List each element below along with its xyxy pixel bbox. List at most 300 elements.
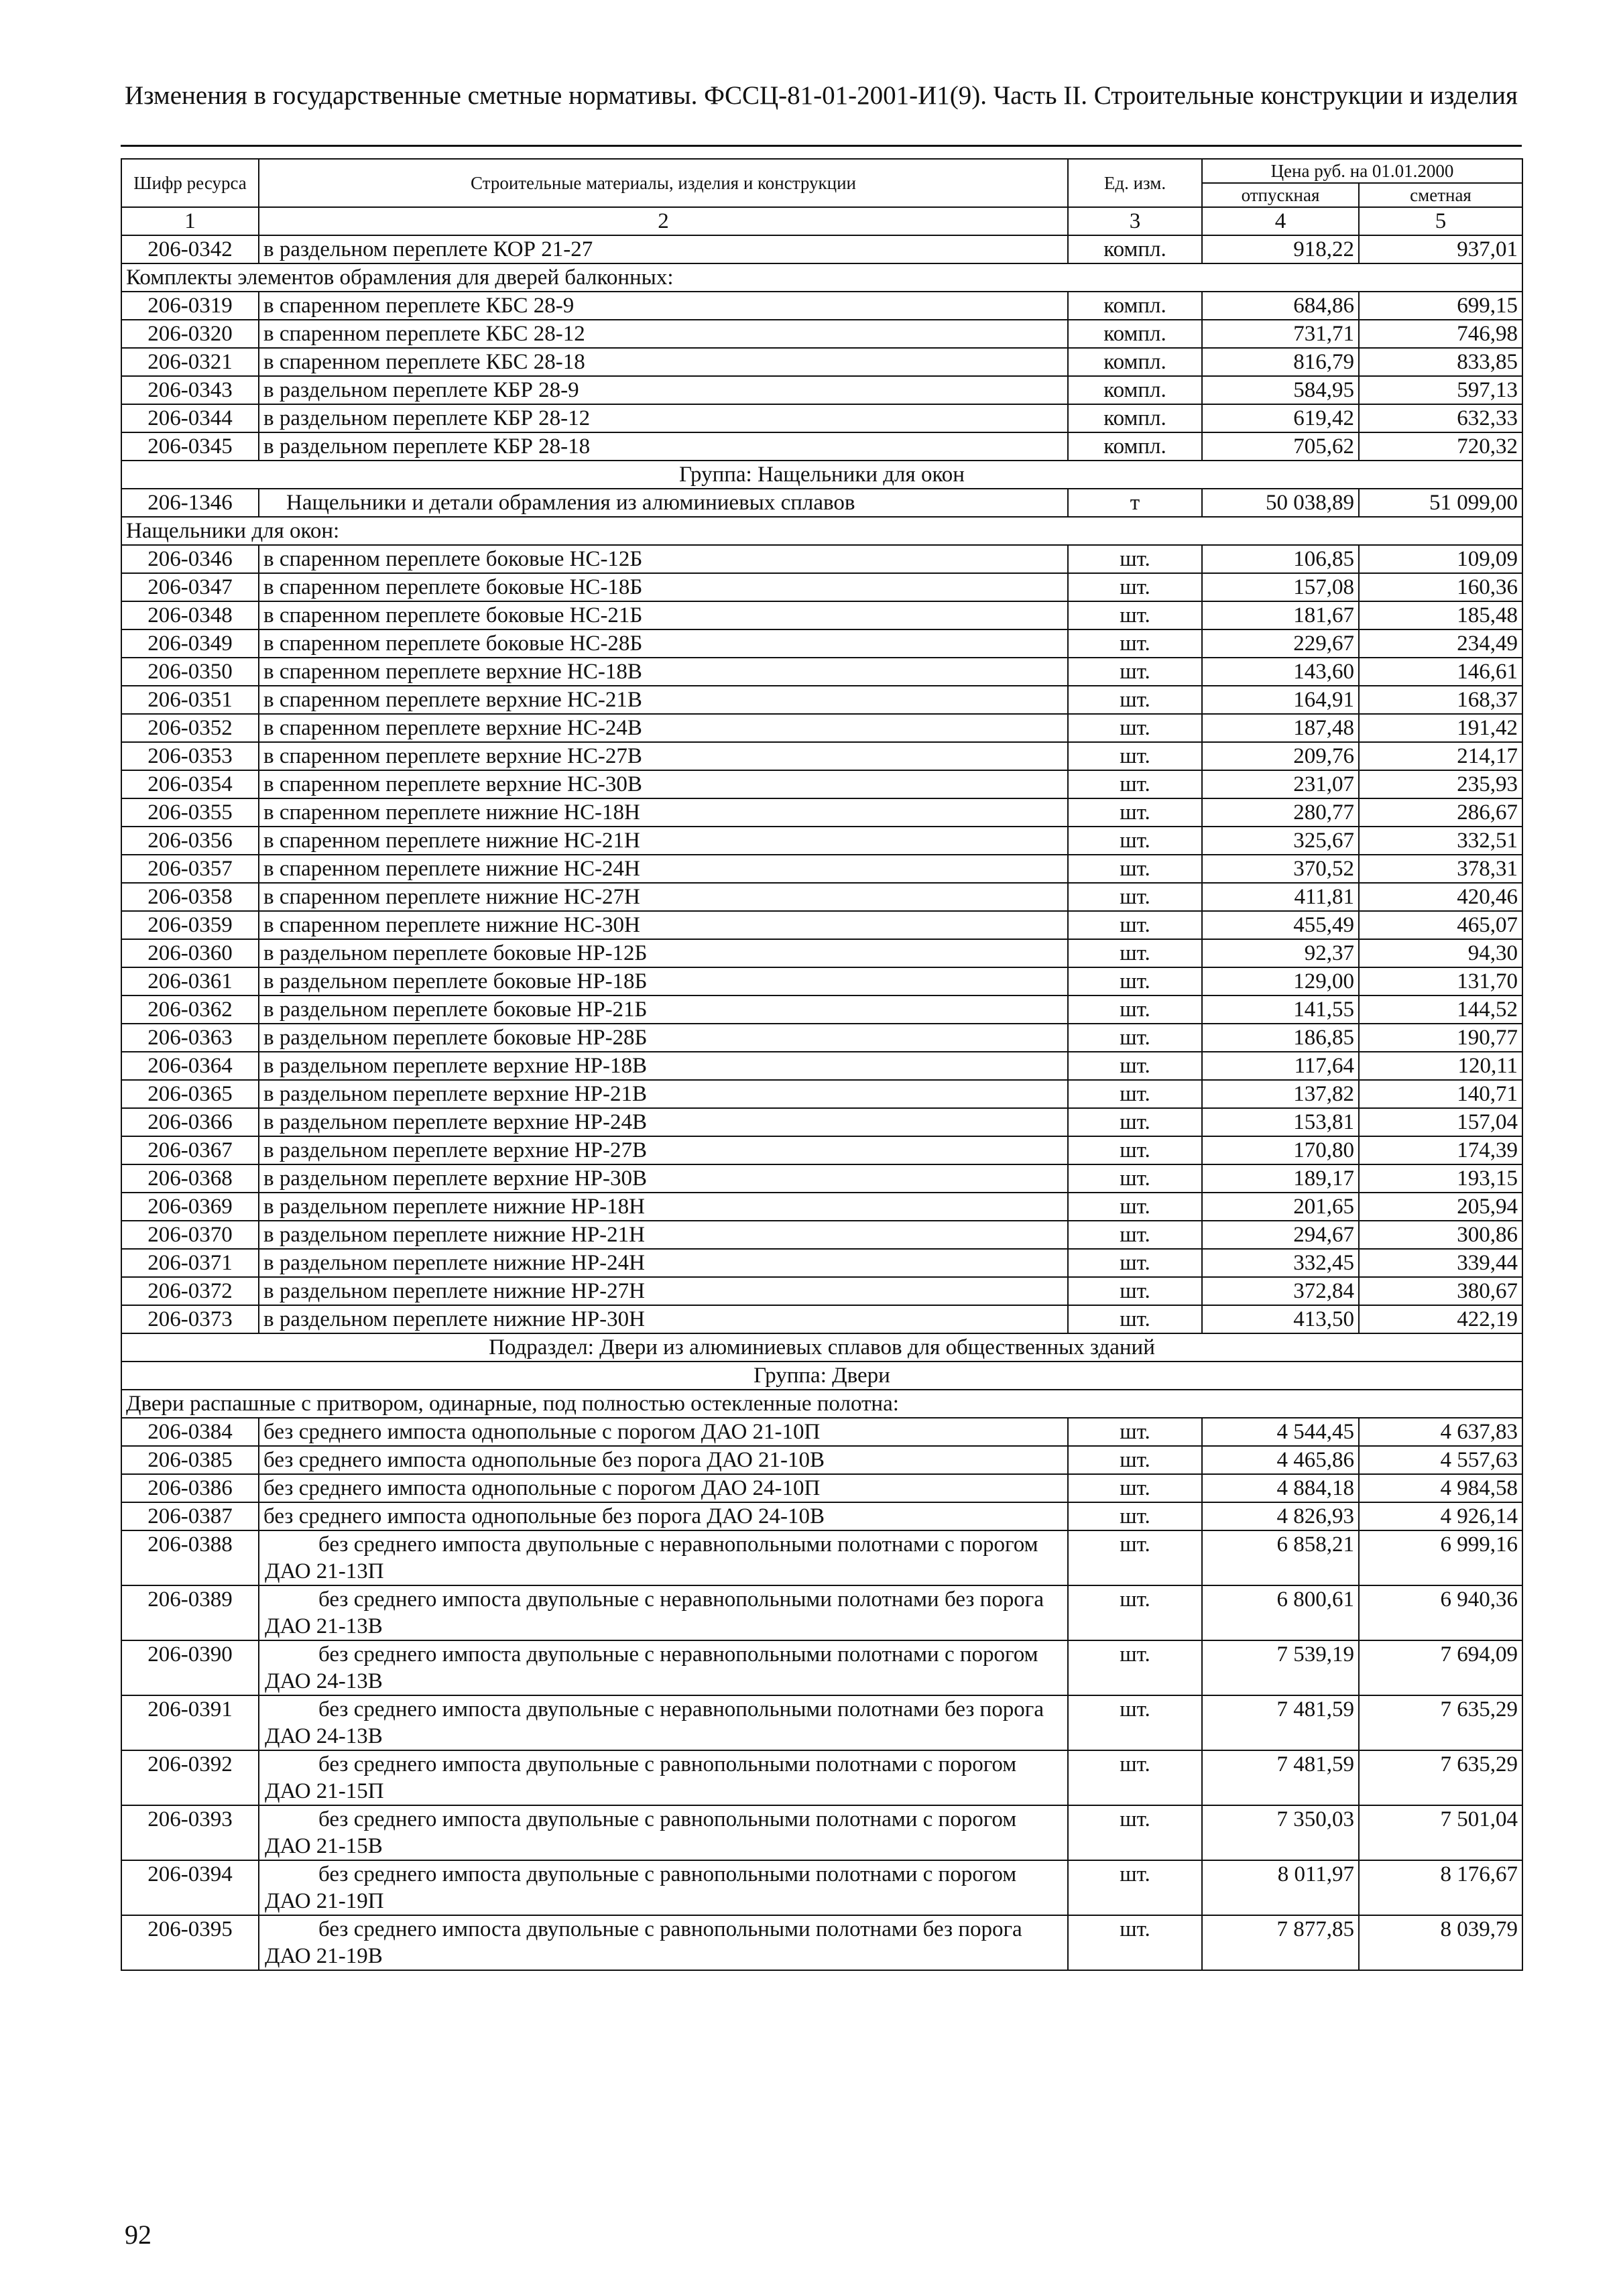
- material-name-cell: в раздельном переплете верхние НР-27В: [259, 1136, 1068, 1164]
- estimate-price-cell: 7 635,29: [1359, 1750, 1522, 1805]
- release-price-cell: 164,91: [1202, 686, 1359, 714]
- release-price-cell: 187,48: [1202, 714, 1359, 742]
- release-price-cell: 157,08: [1202, 573, 1359, 601]
- resource-code-cell: 206-0358: [121, 883, 259, 911]
- release-price-cell: 186,85: [1202, 1024, 1359, 1052]
- table-row: [121, 376, 1522, 404]
- unit-cell: шт.: [1068, 1305, 1202, 1333]
- table-row: [121, 1695, 1522, 1750]
- resource-code-cell: 206-0369: [121, 1193, 259, 1221]
- release-price-cell: 137,82: [1202, 1080, 1359, 1108]
- unit-cell: шт.: [1068, 939, 1202, 967]
- resource-code-cell: 206-0356: [121, 827, 259, 855]
- estimate-price-cell: 7 635,29: [1359, 1695, 1522, 1750]
- release-price-cell: 106,85: [1202, 545, 1359, 573]
- unit-cell: компл.: [1068, 348, 1202, 376]
- block-2: [121, 292, 1522, 461]
- estimate-price-cell: 332,51: [1359, 827, 1522, 855]
- header-rule: [121, 145, 1522, 147]
- estimate-price-cell: 720,32: [1359, 432, 1522, 461]
- material-name-cell: в раздельном переплете боковые НР-18Б: [259, 967, 1068, 995]
- table-row: [121, 1502, 1522, 1530]
- unit-cell: шт.: [1068, 601, 1202, 629]
- table-row: [121, 1136, 1522, 1164]
- estimate-price-cell: 4 557,63: [1359, 1446, 1522, 1474]
- material-name-cell: в спаренном переплете верхние НС-18В: [259, 658, 1068, 686]
- unit-cell: шт.: [1068, 1136, 1202, 1164]
- release-price-cell: 209,76: [1202, 742, 1359, 770]
- header-unit: Ед. изм.: [1068, 159, 1202, 207]
- resource-code-cell: 206-0357: [121, 855, 259, 883]
- material-name-cell: без среднего импоста однопольные без порога ДАО 21-10В: [259, 1446, 1068, 1474]
- release-price-cell: 413,50: [1202, 1305, 1359, 1333]
- estimate-price-cell: 937,01: [1359, 235, 1522, 263]
- material-name-cell: в раздельном переплете нижние НР-27Н: [259, 1277, 1068, 1305]
- table-row: [121, 1108, 1522, 1136]
- release-price-cell: 170,80: [1202, 1136, 1359, 1164]
- material-name-cell: в спаренном переплете боковые НС-18Б: [259, 573, 1068, 601]
- material-name-cell: без среднего импоста однопольные без порога ДАО 24-10В: [259, 1502, 1068, 1530]
- material-name-cell: в спаренном переплете нижние НС-24Н: [259, 855, 1068, 883]
- material-name-cell: без среднего импоста однопольные с порогом ДАО 24-10П: [259, 1474, 1068, 1502]
- resource-code-cell: 206-0368: [121, 1164, 259, 1193]
- table-row: [121, 1805, 1522, 1860]
- unit-cell: шт.: [1068, 995, 1202, 1024]
- unit-cell: шт.: [1068, 545, 1202, 573]
- material-name-cell: без среднего импоста двупольные с равнопольными полотнами с порогом ДАО 21-15В: [259, 1805, 1068, 1860]
- unit-cell: шт.: [1068, 911, 1202, 939]
- release-price-cell: 229,67: [1202, 629, 1359, 658]
- unit-cell: шт.: [1068, 1446, 1202, 1474]
- estimate-price-cell: 7 694,09: [1359, 1640, 1522, 1695]
- estimate-price-cell: 146,61: [1359, 658, 1522, 686]
- resource-code-cell: 206-0344: [121, 404, 259, 432]
- unit-cell: шт.: [1068, 1915, 1202, 1970]
- estimate-price-cell: 120,11: [1359, 1052, 1522, 1080]
- resource-code-cell: 206-0395: [121, 1915, 259, 1970]
- material-name-cell: в раздельном переплете боковые НР-28Б: [259, 1024, 1068, 1052]
- table-row: [121, 939, 1522, 967]
- material-name-cell: в спаренном переплете нижние НС-21Н: [259, 827, 1068, 855]
- resource-code-cell: 206-0386: [121, 1474, 259, 1502]
- unit-cell: шт.: [1068, 798, 1202, 827]
- release-price-cell: 7 539,19: [1202, 1640, 1359, 1695]
- release-price-cell: 4 826,93: [1202, 1502, 1359, 1530]
- material-name-cell: без среднего импоста двупольные с неравнопольными полотнами с порогом ДАО 21-13П: [259, 1530, 1068, 1585]
- release-price-cell: 731,71: [1202, 320, 1359, 348]
- material-name-cell: в спаренном переплете КБС 28-12: [259, 320, 1068, 348]
- table-row: [121, 1193, 1522, 1221]
- resource-code-cell: 206-0391: [121, 1695, 259, 1750]
- table-row: [121, 883, 1522, 911]
- estimate-price-cell: 465,07: [1359, 911, 1522, 939]
- material-name-cell: в раздельном переплете КОР 21-27: [259, 235, 1068, 263]
- price-table: [121, 158, 1523, 1971]
- column-number: 4: [1202, 207, 1359, 235]
- resource-code-cell: 206-0352: [121, 714, 259, 742]
- table-row: [121, 1418, 1522, 1446]
- table-row: [121, 432, 1522, 461]
- unit-cell: шт.: [1068, 629, 1202, 658]
- material-name-cell: в раздельном переплете верхние НР-24В: [259, 1108, 1068, 1136]
- estimate-price-cell: 8 039,79: [1359, 1915, 1522, 1970]
- release-price-cell: 7 481,59: [1202, 1750, 1359, 1805]
- material-name-cell: в спаренном переплете нижние НС-30Н: [259, 911, 1068, 939]
- section-title: Подраздел: Двери из алюминиевых сплавов для общественных зданий: [121, 1333, 1522, 1362]
- unit-cell: шт.: [1068, 1474, 1202, 1502]
- resource-code-cell: 206-0373: [121, 1305, 259, 1333]
- unit-cell: шт.: [1068, 1193, 1202, 1221]
- unit-cell: шт.: [1068, 1418, 1202, 1446]
- release-price-cell: 8 011,97: [1202, 1860, 1359, 1915]
- table-row: [121, 1860, 1522, 1915]
- resource-code-cell: 206-0388: [121, 1530, 259, 1585]
- resource-code-cell: 206-0390: [121, 1640, 259, 1695]
- unit-cell: шт.: [1068, 1164, 1202, 1193]
- resource-code-cell: 206-0372: [121, 1277, 259, 1305]
- estimate-price-cell: 378,31: [1359, 855, 1522, 883]
- group-1-heading: [121, 461, 1522, 489]
- material-name-cell: Нащельники и детали обрамления из алюминиевых сплавов: [259, 489, 1068, 517]
- unit-cell: шт.: [1068, 1052, 1202, 1080]
- resource-code-cell: 206-0387: [121, 1502, 259, 1530]
- resource-code-cell: 206-0367: [121, 1136, 259, 1164]
- resource-code-cell: 206-0394: [121, 1860, 259, 1915]
- estimate-price-cell: 339,44: [1359, 1249, 1522, 1277]
- release-price-cell: 4 465,86: [1202, 1446, 1359, 1474]
- material-name-cell: в раздельном переплете КБР 28-12: [259, 404, 1068, 432]
- release-price-cell: 141,55: [1202, 995, 1359, 1024]
- group-title: Группа: Двери: [121, 1362, 1522, 1390]
- table-row: [121, 1750, 1522, 1805]
- estimate-price-cell: 300,86: [1359, 1221, 1522, 1249]
- material-name-cell: в раздельном переплете верхние НР-18В: [259, 1052, 1068, 1080]
- release-price-cell: 705,62: [1202, 432, 1359, 461]
- material-name-cell: в спаренном переплете КБС 28-18: [259, 348, 1068, 376]
- table-row: [121, 1024, 1522, 1052]
- material-name-cell: в спаренном переплете боковые НС-28Б: [259, 629, 1068, 658]
- unit-cell: компл.: [1068, 404, 1202, 432]
- resource-code-cell: 206-1346: [121, 489, 259, 517]
- material-name-cell: в раздельном переплете КБР 28-9: [259, 376, 1068, 404]
- material-name-cell: в спаренном переплете нижние НС-18Н: [259, 798, 1068, 827]
- material-name-cell: без среднего импоста однопольные с порогом ДАО 21-10П: [259, 1418, 1068, 1446]
- table-row: [121, 601, 1522, 629]
- resource-code-cell: 206-0342: [121, 235, 259, 263]
- resource-code-cell: 206-0384: [121, 1418, 259, 1446]
- table-row: [121, 967, 1522, 995]
- unit-cell: шт.: [1068, 770, 1202, 798]
- unit-cell: шт.: [1068, 967, 1202, 995]
- page-number: 92: [125, 2220, 152, 2250]
- material-name-cell: в спаренном переплете нижние НС-27Н: [259, 883, 1068, 911]
- estimate-price-cell: 632,33: [1359, 404, 1522, 432]
- table-row: [121, 1164, 1522, 1193]
- release-price-cell: 370,52: [1202, 855, 1359, 883]
- resource-code-cell: 206-0320: [121, 320, 259, 348]
- release-price-cell: 6 800,61: [1202, 1585, 1359, 1640]
- unit-cell: шт.: [1068, 1750, 1202, 1805]
- estimate-price-cell: 174,39: [1359, 1136, 1522, 1164]
- unit-cell: шт.: [1068, 1080, 1202, 1108]
- header-price: Цена руб. на 01.01.2000: [1202, 159, 1522, 183]
- block-5-heading: [121, 1390, 1522, 1418]
- table-row: [121, 1915, 1522, 1970]
- release-price-cell: 50 038,89: [1202, 489, 1359, 517]
- table-row: [121, 1052, 1522, 1080]
- resource-code-cell: 206-0346: [121, 545, 259, 573]
- material-name-cell: в раздельном переплете верхние НР-30В: [259, 1164, 1068, 1193]
- release-price-cell: 7 350,03: [1202, 1805, 1359, 1860]
- release-price-cell: 4 544,45: [1202, 1418, 1359, 1446]
- unit-cell: компл.: [1068, 235, 1202, 263]
- release-price-cell: 143,60: [1202, 658, 1359, 686]
- estimate-price-cell: 420,46: [1359, 883, 1522, 911]
- resource-code-cell: 206-0371: [121, 1249, 259, 1277]
- section-heading: [121, 1333, 1522, 1362]
- estimate-price-cell: 8 176,67: [1359, 1860, 1522, 1915]
- table-row: [121, 1221, 1522, 1249]
- estimate-price-cell: 51 099,00: [1359, 489, 1522, 517]
- header-code: Шифр ресурса: [121, 159, 259, 207]
- resource-code-cell: 206-0366: [121, 1108, 259, 1136]
- release-price-cell: 7 481,59: [1202, 1695, 1359, 1750]
- table-row: [121, 1446, 1522, 1474]
- table-row: [121, 1640, 1522, 1695]
- resource-code-cell: 206-0363: [121, 1024, 259, 1052]
- table-row: [121, 742, 1522, 770]
- estimate-price-cell: 235,93: [1359, 770, 1522, 798]
- page-header: Изменения в государственные сметные нормативы. ФССЦ-81-01-2001-И1(9). Часть II. Строительные конструкции и изделия: [125, 81, 1518, 110]
- estimate-price-cell: 191,42: [1359, 714, 1522, 742]
- column-number: 5: [1359, 207, 1522, 235]
- block-2-heading: [121, 263, 1522, 292]
- subheading: Комплекты элементов обрамления для дверей балконных:: [121, 263, 1522, 292]
- material-name-cell: в спаренном переплете верхние НС-30В: [259, 770, 1068, 798]
- release-price-cell: 7 877,85: [1202, 1915, 1359, 1970]
- material-name-cell: в раздельном переплете нижние НР-21Н: [259, 1221, 1068, 1249]
- unit-cell: шт.: [1068, 1249, 1202, 1277]
- group-title: Группа: Нащельники для окон: [121, 461, 1522, 489]
- release-price-cell: 411,81: [1202, 883, 1359, 911]
- material-name-cell: в раздельном переплете боковые НР-21Б: [259, 995, 1068, 1024]
- column-number: 2: [259, 207, 1068, 235]
- unit-cell: шт.: [1068, 686, 1202, 714]
- resource-code-cell: 206-0392: [121, 1750, 259, 1805]
- table-row: [121, 1474, 1522, 1502]
- estimate-price-cell: 833,85: [1359, 348, 1522, 376]
- header-release: отпускная: [1202, 183, 1359, 207]
- table-head: [121, 159, 1522, 235]
- estimate-price-cell: 160,36: [1359, 573, 1522, 601]
- resource-code-cell: 206-0353: [121, 742, 259, 770]
- release-price-cell: 92,37: [1202, 939, 1359, 967]
- table-row: [121, 629, 1522, 658]
- estimate-price-cell: 234,49: [1359, 629, 1522, 658]
- resource-code-cell: 206-0389: [121, 1585, 259, 1640]
- resource-code-cell: 206-0364: [121, 1052, 259, 1080]
- estimate-price-cell: 214,17: [1359, 742, 1522, 770]
- estimate-price-cell: 185,48: [1359, 601, 1522, 629]
- resource-code-cell: 206-0348: [121, 601, 259, 629]
- table-row: [121, 404, 1522, 432]
- column-number: 1: [121, 207, 259, 235]
- release-price-cell: 294,67: [1202, 1221, 1359, 1249]
- unit-cell: шт.: [1068, 1221, 1202, 1249]
- table-row: [121, 911, 1522, 939]
- material-name-cell: в раздельном переплете нижние НР-18Н: [259, 1193, 1068, 1221]
- release-price-cell: 325,67: [1202, 827, 1359, 855]
- block-3: [121, 489, 1522, 517]
- header-estimate: сметная: [1359, 183, 1522, 207]
- unit-cell: шт.: [1068, 827, 1202, 855]
- material-name-cell: в раздельном переплете верхние НР-21В: [259, 1080, 1068, 1108]
- column-number: 3: [1068, 207, 1202, 235]
- estimate-price-cell: 94,30: [1359, 939, 1522, 967]
- block-4-heading: [121, 517, 1522, 545]
- estimate-price-cell: 4 926,14: [1359, 1502, 1522, 1530]
- unit-cell: шт.: [1068, 658, 1202, 686]
- material-name-cell: без среднего импоста двупольные с неравнопольными полотнами без порога ДАО 21-13В: [259, 1585, 1068, 1640]
- estimate-price-cell: 140,71: [1359, 1080, 1522, 1108]
- resource-code-cell: 206-0355: [121, 798, 259, 827]
- table-row: [121, 1277, 1522, 1305]
- table-row: [121, 686, 1522, 714]
- estimate-price-cell: 109,09: [1359, 545, 1522, 573]
- release-price-cell: 4 884,18: [1202, 1474, 1359, 1502]
- release-price-cell: 280,77: [1202, 798, 1359, 827]
- resource-code-cell: 206-0343: [121, 376, 259, 404]
- material-name-cell: в спаренном переплете КБС 28-9: [259, 292, 1068, 320]
- release-price-cell: 231,07: [1202, 770, 1359, 798]
- release-price-cell: 816,79: [1202, 348, 1359, 376]
- estimate-price-cell: 380,67: [1359, 1277, 1522, 1305]
- table-row: [121, 1080, 1522, 1108]
- table-row: [121, 1585, 1522, 1640]
- release-price-cell: 332,45: [1202, 1249, 1359, 1277]
- estimate-price-cell: 6 940,36: [1359, 1585, 1522, 1640]
- unit-cell: компл.: [1068, 292, 1202, 320]
- estimate-price-cell: 422,19: [1359, 1305, 1522, 1333]
- estimate-price-cell: 597,13: [1359, 376, 1522, 404]
- unit-cell: шт.: [1068, 855, 1202, 883]
- table-row: [121, 489, 1522, 517]
- table-row: [121, 798, 1522, 827]
- unit-cell: шт.: [1068, 1277, 1202, 1305]
- unit-cell: шт.: [1068, 1860, 1202, 1915]
- unit-cell: шт.: [1068, 573, 1202, 601]
- unit-cell: шт.: [1068, 714, 1202, 742]
- material-name-cell: в спаренном переплете боковые НС-12Б: [259, 545, 1068, 573]
- unit-cell: шт.: [1068, 742, 1202, 770]
- table-row: [121, 545, 1522, 573]
- unit-cell: шт.: [1068, 1640, 1202, 1695]
- resource-code-cell: 206-0347: [121, 573, 259, 601]
- resource-code-cell: 206-0359: [121, 911, 259, 939]
- resource-code-cell: 206-0385: [121, 1446, 259, 1474]
- unit-cell: шт.: [1068, 1502, 1202, 1530]
- resource-code-cell: 206-0350: [121, 658, 259, 686]
- release-price-cell: 684,86: [1202, 292, 1359, 320]
- block-5: [121, 1418, 1522, 1530]
- estimate-price-cell: 157,04: [1359, 1108, 1522, 1136]
- table-row: [121, 714, 1522, 742]
- resource-code-cell: 206-0365: [121, 1080, 259, 1108]
- table-row: [121, 995, 1522, 1024]
- subheading: Двери распашные с притвором, одинарные, под полностью остекленные полотна:: [121, 1390, 1522, 1418]
- table-row: [121, 855, 1522, 883]
- material-name-cell: в спаренном переплете верхние НС-21В: [259, 686, 1068, 714]
- table-row: [121, 1530, 1522, 1585]
- table-row: [121, 827, 1522, 855]
- unit-cell: шт.: [1068, 1024, 1202, 1052]
- resource-code-cell: 206-0354: [121, 770, 259, 798]
- release-price-cell: 153,81: [1202, 1108, 1359, 1136]
- table-row: [121, 1249, 1522, 1277]
- resource-code-cell: 206-0321: [121, 348, 259, 376]
- subheading: Нащельники для окон:: [121, 517, 1522, 545]
- material-name-cell: в спаренном переплете верхние НС-27В: [259, 742, 1068, 770]
- material-name-cell: в раздельном переплете КБР 28-18: [259, 432, 1068, 461]
- resource-code-cell: 206-0362: [121, 995, 259, 1024]
- resource-code-cell: 206-0361: [121, 967, 259, 995]
- estimate-price-cell: 144,52: [1359, 995, 1522, 1024]
- release-price-cell: 189,17: [1202, 1164, 1359, 1193]
- header-name: Строительные материалы, изделия и конструкции: [259, 159, 1068, 207]
- block-1: [121, 235, 1522, 263]
- release-price-cell: 455,49: [1202, 911, 1359, 939]
- table-row: [121, 292, 1522, 320]
- release-price-cell: 619,42: [1202, 404, 1359, 432]
- release-price-cell: 584,95: [1202, 376, 1359, 404]
- estimate-price-cell: 699,15: [1359, 292, 1522, 320]
- material-name-cell: в спаренном переплете верхние НС-24В: [259, 714, 1068, 742]
- material-name-cell: без среднего импоста двупольные с равнопольными полотнами с порогом ДАО 21-15П: [259, 1750, 1068, 1805]
- release-price-cell: 129,00: [1202, 967, 1359, 995]
- material-name-cell: без среднего импоста двупольные с равнопольными полотнами без порога ДАО 21-19В: [259, 1915, 1068, 1970]
- resource-code-cell: 206-0351: [121, 686, 259, 714]
- resource-code-cell: 206-0319: [121, 292, 259, 320]
- estimate-price-cell: 131,70: [1359, 967, 1522, 995]
- estimate-price-cell: 7 501,04: [1359, 1805, 1522, 1860]
- table-row: [121, 348, 1522, 376]
- estimate-price-cell: 205,94: [1359, 1193, 1522, 1221]
- estimate-price-cell: 168,37: [1359, 686, 1522, 714]
- unit-cell: шт.: [1068, 1585, 1202, 1640]
- material-name-cell: в раздельном переплете нижние НР-30Н: [259, 1305, 1068, 1333]
- release-price-cell: 117,64: [1202, 1052, 1359, 1080]
- estimate-price-cell: 746,98: [1359, 320, 1522, 348]
- release-price-cell: 918,22: [1202, 235, 1359, 263]
- table-row: [121, 1305, 1522, 1333]
- table-row: [121, 770, 1522, 798]
- table-row: [121, 320, 1522, 348]
- estimate-price-cell: 190,77: [1359, 1024, 1522, 1052]
- release-price-cell: 181,67: [1202, 601, 1359, 629]
- material-name-cell: без среднего импоста двупольные с равнопольными полотнами с порогом ДАО 21-19П: [259, 1860, 1068, 1915]
- unit-cell: шт.: [1068, 1530, 1202, 1585]
- resource-code-cell: 206-0349: [121, 629, 259, 658]
- block-6: [121, 1530, 1522, 1970]
- material-name-cell: без среднего импоста двупольные с неравнопольными полотнами с порогом ДАО 24-13В: [259, 1640, 1068, 1695]
- table-row: [121, 235, 1522, 263]
- unit-cell: шт.: [1068, 883, 1202, 911]
- material-name-cell: в раздельном переплете нижние НР-24Н: [259, 1249, 1068, 1277]
- resource-code-cell: 206-0360: [121, 939, 259, 967]
- unit-cell: компл.: [1068, 320, 1202, 348]
- table-row: [121, 658, 1522, 686]
- unit-cell: компл.: [1068, 376, 1202, 404]
